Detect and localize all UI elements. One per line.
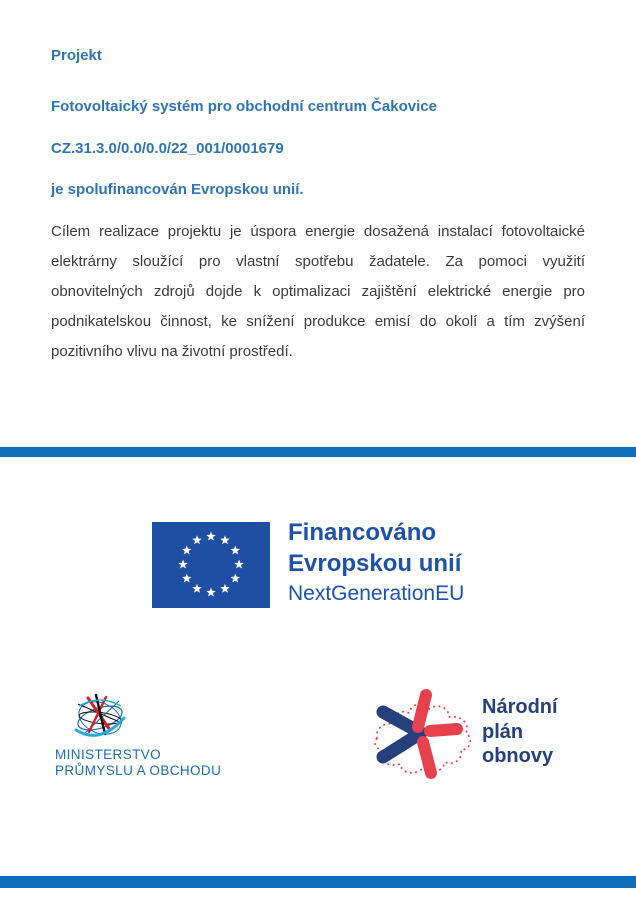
mpo-name	[55, 747, 265, 778]
mpo-name-line-2: PRŮMYSLU A OBCHODU	[55, 762, 222, 778]
mpo-globe-icon	[58, 692, 142, 742]
eu-flag-icon	[152, 522, 270, 608]
eu-funding-line-1: Financováno	[288, 519, 437, 546]
npo-name	[482, 695, 558, 769]
project-label: Projekt	[51, 47, 102, 64]
project-code: CZ.31.3.0/0.0/0.0/22_001/0001679	[51, 140, 284, 157]
project-title: Fotovoltaický systém pro obchodní centrum Čakovice	[51, 98, 437, 115]
npo-mark-icon	[371, 688, 471, 780]
footer-bar	[0, 876, 636, 888]
cofinancing-statement: je spolufinancován Evropskou unií.	[51, 181, 304, 198]
eu-funding-line-2: Evropskou unií	[288, 550, 462, 577]
mpo-logo	[55, 692, 265, 778]
eu-emblem-text	[288, 517, 464, 609]
eu-program-name: NextGenerationEU	[288, 582, 465, 605]
npo-name-line-2: plán	[482, 720, 524, 743]
mpo-name-line-1: MINISTERSTVO	[55, 747, 162, 762]
project-description: Cílem realizace projektu je úspora energie dosažená instalací fotovoltaické elektrárny sloužící pro vlastní spotřebu žadatele. Za pomoci využití obnovitelných zdrojů dojde k optimalizaci zajištění elektrické energie pro podnikatelskou činnost, ke snížení produkce emisí do okolí a tím zvýšení pozitivního vlivu na životní prostředí.	[51, 223, 585, 360]
npo-name-line-3: obnovy	[482, 745, 554, 767]
divider-bar	[0, 447, 636, 457]
npo-name-line-1: Národní	[482, 696, 558, 718]
